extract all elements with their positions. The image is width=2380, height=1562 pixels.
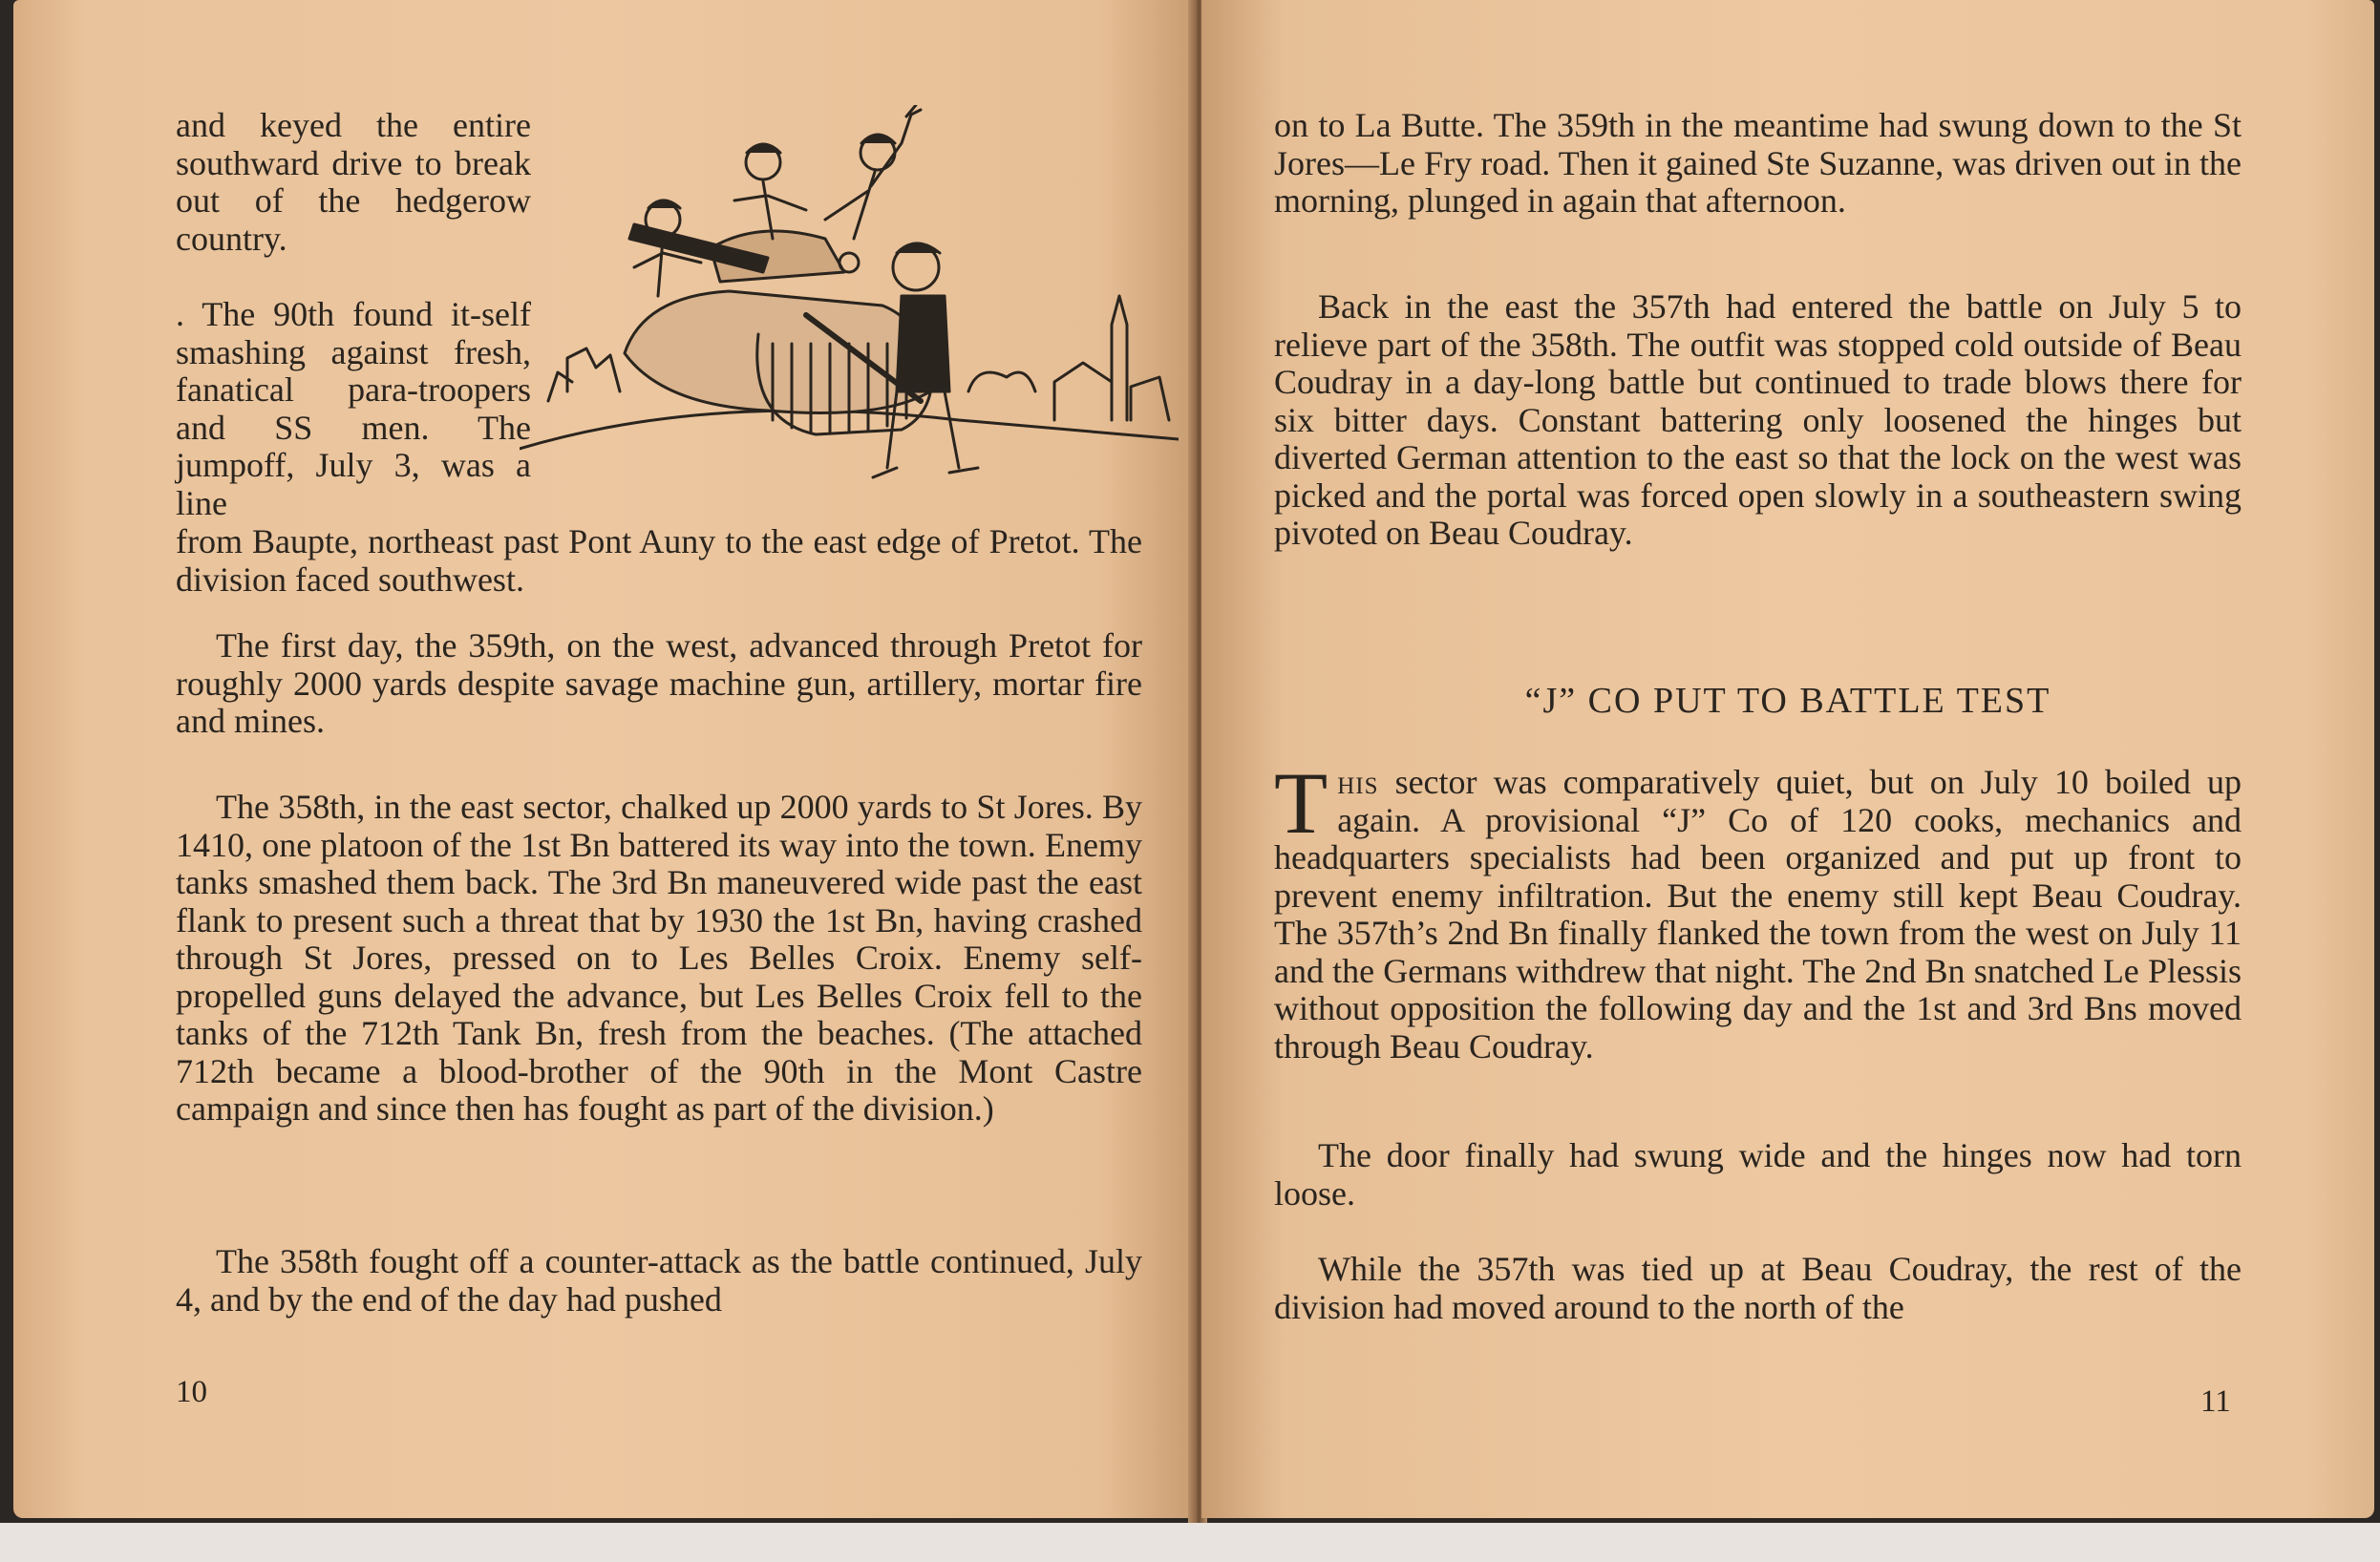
left-paragraph-2-lead: . The 90th found it-self smashing against fresh, fanatical para-troopers and SS men. The jumpoff, July 3, was a line bbox=[176, 295, 531, 522]
right-paragraph-4: The door finally had swung wide and the hinges now had torn loose. bbox=[1274, 1136, 2242, 1213]
left-page bbox=[13, 0, 1193, 1518]
left-paragraph-4: The 358th, in the east sector, chalked up 2000 yards to St Jores. By 1410, one platoon of the 1st Bn battered its way into the town. Enemy tanks smashed them back. The 3rd Bn maneuvered wide past the east flank to present such a threat that by 1930 the 1st Bn, having crashed through St Jores, pressed on to Les Belles Croix. Enemy self-propelled guns delayed the advance, but Les Belles Croix fell to the tanks of the 712th Tank Bn, fresh from the beaches. (The attached 712th became a blood-brother of the 90th in the Mont Castre campaign and since then has fought as part of the division.) bbox=[176, 788, 1142, 1128]
right-paragraph-2: Back in the east the 357th had entered the battle on July 5 to relieve part of the 358th. The outfit was stopped cold outside of Beau Coudray in a day-long battle but continued to trade blows there for six bitter days. Constant battering only loosened the hinges but diverted German attention to the east so that the lock on the west was picked and the portal was forced open slowly in a southeastern swing pivoted on Beau Coudray. bbox=[1274, 287, 2242, 552]
page-number-right: 11 bbox=[2200, 1384, 2231, 1419]
section-smallcaps: his bbox=[1337, 763, 1379, 801]
section-heading: “J” CO PUT TO BATTLE TEST bbox=[1524, 681, 2051, 721]
page-number-left: 10 bbox=[176, 1375, 207, 1409]
left-paragraph-5: The 358th fought off a counter-attack as the battle continued, July 4, and by the end of the day had pushed bbox=[176, 1242, 1142, 1319]
drop-cap: T bbox=[1274, 754, 1328, 852]
left-paragraph-1: and keyed the entire southward drive to break out of the hedgerow country. bbox=[176, 106, 531, 258]
right-paragraph-5: While the 357th was tied up at Beau Coudray, the rest of the division had moved around to the north of the bbox=[1274, 1250, 2242, 1326]
left-paragraph-3: The first day, the 359th, on the west, advanced through Pretot for roughly 2000 yards despite savage machine gun, artillery, mortar fire and mines. bbox=[176, 626, 1142, 740]
left-paragraph-2-rest: from Baupte, northeast past Pont Auny to the east edge of Pretot. The division faced southwest. bbox=[176, 522, 1142, 599]
right-paragraph-1: on to La Butte. The 359th in the meantime had swung down to the St Jores—Le Fry road. Then it gained Ste Suzanne, was driven out in the morning, plunged in again that afternoon. bbox=[1274, 106, 2242, 220]
section-paragraph bbox=[1274, 754, 2242, 1066]
right-page bbox=[1201, 0, 2374, 1518]
section-paragraph-text: sector was comparatively quiet, but on July 10 boiled up again. A provisional “J” Co of 120 cooks, mechanics and headquarters specialists had been organized and put up front to prevent enemy infiltration. But the enemy still kept Beau Coudray. The 357th’s 2nd Bn finally flanked the town from the west on July 11 and the Germans withdrew that night. The 2nd Bn snatched Le Plessis without opposition the following day and the 1st and 3rd Bns moved through Beau Coudray. bbox=[1274, 763, 2242, 1066]
cartoon-tank-soldiers-illustration bbox=[520, 105, 1179, 525]
